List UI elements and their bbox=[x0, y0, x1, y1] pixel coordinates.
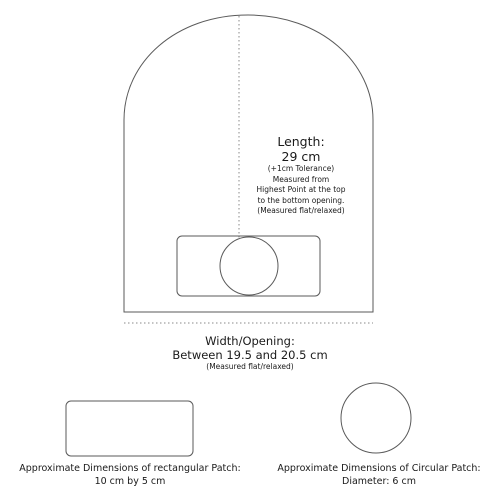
width-annotation bbox=[100, 334, 400, 373]
length-label: Length: bbox=[277, 134, 325, 149]
circle-patch-caption-line2: Diameter: 6 cm bbox=[342, 476, 416, 487]
width-value: Between 19.5 and 20.5 cm bbox=[172, 348, 328, 362]
circle-patch-caption-line1: Approximate Dimensions of Circular Patch: bbox=[277, 463, 481, 474]
rect-patch-caption bbox=[0, 462, 260, 488]
length-annotation bbox=[228, 134, 374, 217]
circle-patch-sample bbox=[341, 383, 411, 453]
length-note-1: Measured from bbox=[272, 174, 330, 184]
rect-patch-caption-line2: 10 cm by 5 cm bbox=[94, 476, 166, 487]
length-note-3: to the bottom opening. bbox=[257, 195, 345, 205]
length-value: 29 cm bbox=[281, 149, 321, 164]
rect-patch-sample bbox=[66, 401, 193, 456]
beanie-rect-patch bbox=[177, 236, 320, 296]
width-label: Width/Opening: bbox=[205, 334, 295, 348]
circle-patch-caption bbox=[250, 462, 500, 488]
rect-patch-caption-line1: Approximate Dimensions of rectangular Patch: bbox=[19, 463, 241, 474]
beanie-circle-patch bbox=[220, 237, 278, 295]
length-note-4: (Measured flat/relaxed) bbox=[257, 206, 345, 215]
length-tolerance: (+1cm Tolerance) bbox=[267, 164, 335, 173]
length-note-2: Highest Point at the top bbox=[256, 185, 346, 194]
width-note: (Measured flat/relaxed) bbox=[206, 362, 294, 371]
